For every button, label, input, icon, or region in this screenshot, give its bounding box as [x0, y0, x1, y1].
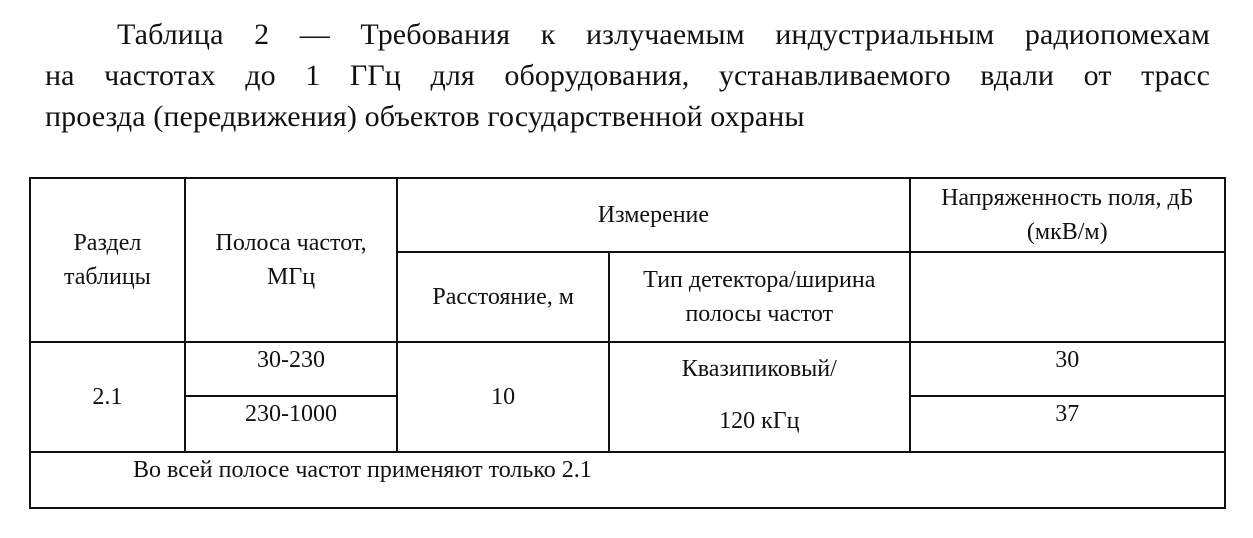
table-caption: [45, 14, 1210, 137]
caption-line-3: проезда (передвижения) объектов государственной охраны: [45, 100, 805, 133]
header-measurement: Измерение: [397, 178, 909, 252]
header-field-strength-empty: [910, 252, 1225, 342]
header-section: Раздел таблицы: [30, 178, 185, 342]
caption-line-2: на частотах до 1 ГГц для оборудования, устанавливаемого вдали от трасс: [45, 59, 1210, 92]
cell-detector-line-2: 120 кГц: [719, 408, 800, 434]
header-detector: Тип детектора/ширина полосы частот: [609, 252, 910, 342]
requirements-table: [29, 177, 1226, 509]
caption-line-1: Таблица 2 — Требования к излучаемым индустриальным радиопомехам: [117, 18, 1210, 51]
cell-distance: 10: [397, 342, 609, 452]
header-distance: Расстояние, м: [397, 252, 609, 342]
cell-limit-2: 37: [910, 396, 1225, 452]
header-field-strength: Напряженность поля, дБ (мкВ/м): [910, 178, 1225, 252]
cell-band-1: 30-230: [185, 342, 398, 396]
cell-detector: [609, 342, 910, 452]
table-note: Во всей полосе частот применяют только 2.1: [30, 452, 1225, 508]
cell-band-2: 230-1000: [185, 396, 398, 452]
cell-detector-line-1: Квазипиковый/: [681, 356, 837, 382]
header-frequency-band: Полоса частот, МГц: [185, 178, 398, 342]
cell-section: 2.1: [30, 342, 185, 452]
cell-limit-1: 30: [910, 342, 1225, 396]
